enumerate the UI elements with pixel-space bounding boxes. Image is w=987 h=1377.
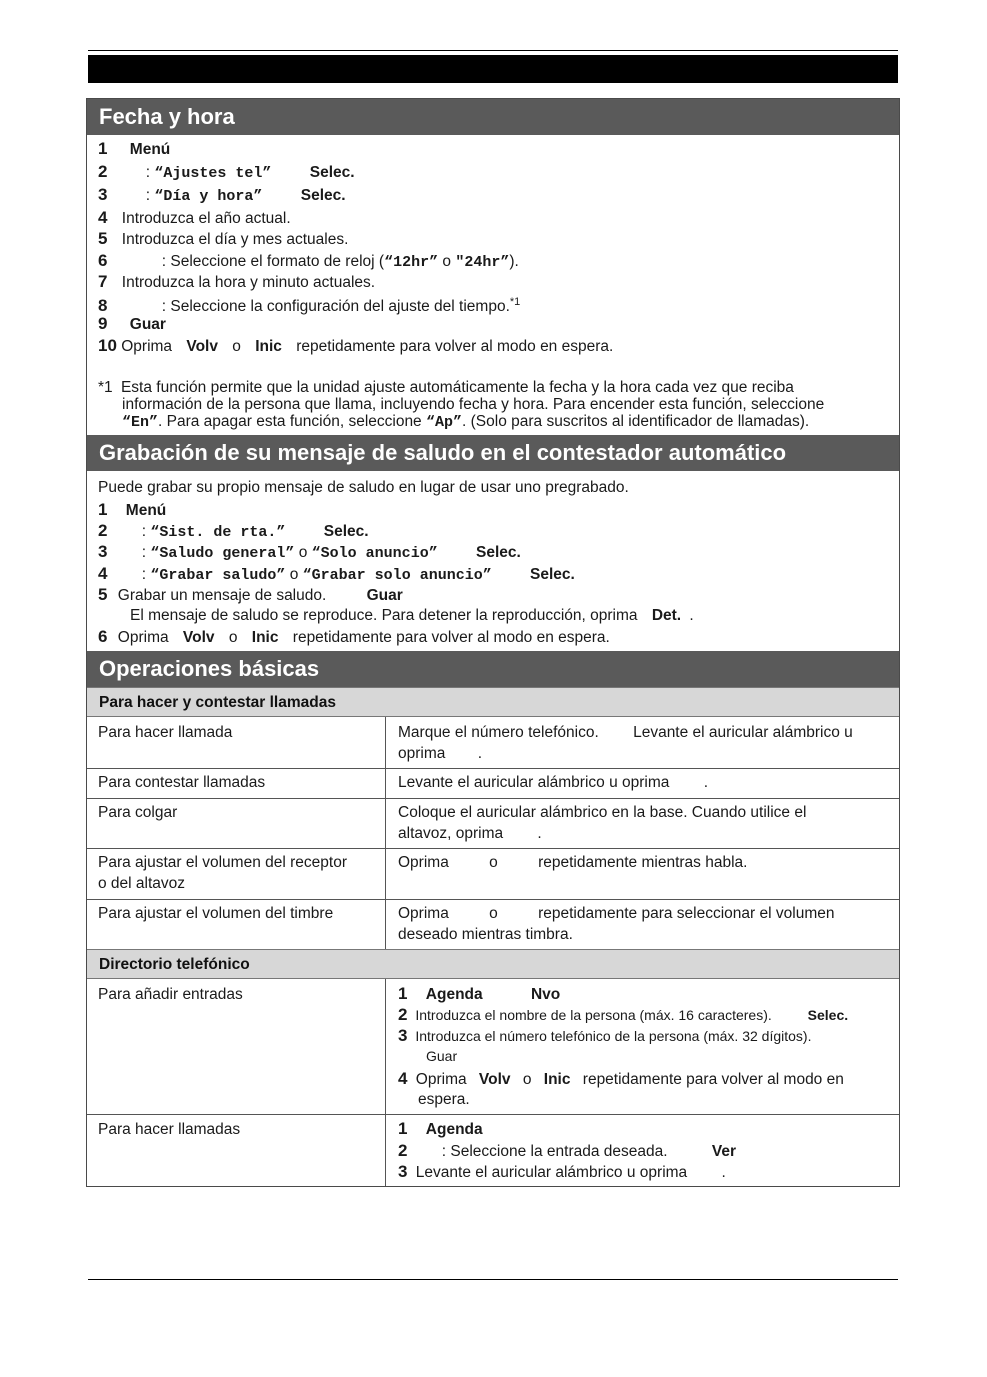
fecha-step-10: 10 Oprima Volv o Inic repetidamente para volver al modo en espera. bbox=[98, 336, 614, 355]
fecha-step-2: 2 : “Ajustes tel” Selec. bbox=[98, 162, 355, 182]
row-label-anadir-entradas: Para añadir entradas bbox=[98, 986, 243, 1003]
row-divider bbox=[87, 798, 899, 799]
row-desc-volumen-timbre: Oprima o repetidamente para seleccionar el volumen deseado mientras timbra. bbox=[398, 905, 835, 943]
row-label-volumen-timbre: Para ajustar el volumen del timbre bbox=[98, 905, 334, 922]
fecha-footnote-line1: *1 Esta función permite que la unidad ajuste automáticamente la fecha y la hora cada vez que reciba bbox=[98, 379, 794, 396]
row-label-contestar: Para contestar llamadas bbox=[98, 774, 266, 791]
fecha-step-3: 3 : “Día y hora” Selec. bbox=[98, 185, 346, 205]
fecha-step-8: 8 : Seleccione la configuración del ajuste del tiempo.$^{*1}$ bbox=[98, 296, 521, 316]
grab-step-5-note: El mensaje de saludo se reproduce. Para detener la reproducción, oprima Det. . bbox=[130, 607, 694, 624]
grab-step-5: 5 Grabar un mensaje de saludo. Guar bbox=[98, 585, 403, 604]
dir-call-step-2: 2 : Seleccione la entrada deseada. Ver bbox=[398, 1141, 737, 1160]
section-title-operaciones: Operaciones básicas bbox=[87, 651, 899, 687]
subsection-directorio: Directorio telefónico bbox=[87, 949, 899, 979]
row-divider bbox=[87, 768, 899, 769]
row-label-colgar: Para colgar bbox=[98, 804, 178, 821]
dir-add-step-4-cont: espera. bbox=[418, 1091, 470, 1108]
row-divider bbox=[87, 899, 899, 900]
dir-add-step-1: 1 Agenda Nvo bbox=[398, 984, 561, 1003]
row-divider bbox=[87, 848, 899, 849]
row-label-volumen-receptor: Para ajustar el volumen del receptor o del altavoz bbox=[98, 854, 347, 892]
row-divider bbox=[87, 1114, 899, 1115]
row-desc-volumen-receptor: Oprima o repetidamente mientras habla. bbox=[398, 854, 748, 871]
table-divider bbox=[385, 979, 386, 1186]
fecha-step-7: 7 Introduzca la hora y minuto actuales. bbox=[98, 272, 376, 291]
grab-step-2: 2 : “Sist. de rta.” Selec. bbox=[98, 521, 369, 541]
fecha-step-1: 1 Menú bbox=[98, 139, 171, 158]
fecha-footnote-line3: “En”. Para apagar esta función, seleccione “Ap”. (Solo para suscritos al identificador de llamadas). bbox=[122, 413, 810, 431]
section-title-grabacion: Grabación de su mensaje de saludo en el contestador automático bbox=[87, 435, 899, 471]
fecha-footnote-line2: información de la persona que llama, incluyendo fecha y hora. Para encender esta función, seleccione bbox=[122, 396, 825, 413]
fecha-step-9: 9 Guar bbox=[98, 314, 166, 333]
fecha-step-6: 6 : Seleccione el formato de reloj (“12hr” o "24hr”). bbox=[98, 251, 519, 271]
dir-add-step-3: 3 Introduzca el número telefónico de la persona (máx. 32 dígitos). bbox=[398, 1026, 812, 1045]
row-desc-hacer-llamada: Marque el número telefónico. Levante el auricular alámbrico u oprima . bbox=[398, 724, 853, 762]
grab-intro: Puede grabar su propio mensaje de saludo en lugar de usar uno pregrabado. bbox=[98, 479, 629, 496]
grab-step-6: 6 Oprima Volv o Inic repetidamente para volver al modo en espera. bbox=[98, 627, 610, 646]
dir-call-step-1: 1 Agenda bbox=[398, 1119, 483, 1138]
dir-add-step-2: 2 Introduzca el nombre de la persona (máx. 16 caracteres). Selec. bbox=[398, 1005, 849, 1024]
row-desc-contestar: Levante el auricular alámbrico u oprima . bbox=[398, 774, 709, 791]
row-label-hacer-llamadas: Para hacer llamadas bbox=[98, 1121, 241, 1138]
subsection-llamadas: Para hacer y contestar llamadas bbox=[87, 687, 899, 717]
grab-step-3: 3 : “Saludo general” o “Solo anuncio” Selec. bbox=[98, 542, 521, 562]
section-title-fecha: Fecha y hora bbox=[87, 99, 899, 135]
fecha-step-5: 5 Introduzca el día y mes actuales. bbox=[98, 229, 349, 248]
fecha-step-4: 4 Introduzca el año actual. bbox=[98, 208, 291, 227]
top-rule bbox=[88, 50, 898, 51]
header-bar bbox=[88, 55, 898, 83]
dir-add-step-3-guar: Guar bbox=[426, 1048, 458, 1064]
bottom-rule bbox=[88, 1279, 898, 1280]
grab-step-1: 1 Menú bbox=[98, 500, 167, 519]
dir-add-step-4: 4 Oprima Volv o Inic repetidamente para volver al modo en bbox=[398, 1069, 844, 1088]
table-divider bbox=[385, 717, 386, 949]
dir-call-step-3: 3 Levante el auricular alámbrico u oprima . bbox=[398, 1162, 726, 1181]
grab-step-4: 4 : “Grabar saludo” o “Grabar solo anuncio” Selec. bbox=[98, 564, 575, 584]
row-label-hacer-llamada: Para hacer llamada bbox=[98, 724, 233, 741]
row-desc-colgar: Coloque el auricular alámbrico en la base. Cuando utilice el altavoz, oprima . bbox=[398, 804, 807, 842]
